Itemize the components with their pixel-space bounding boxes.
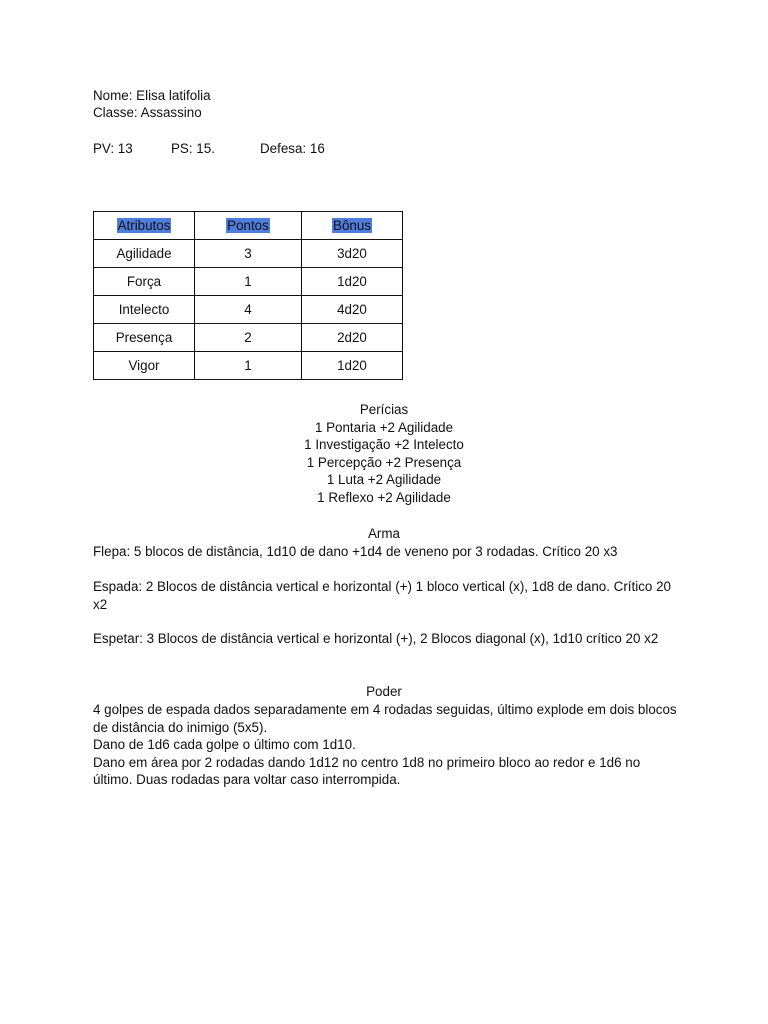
character-name: Nome: Elisa latifolia [93,88,211,103]
cell-points: 2 [195,324,302,352]
list-item: 1 Percepção +2 Presença [306,454,462,470]
header-bonus-label: Bônus [333,218,371,233]
arma-title: Arma [368,526,400,541]
stat-ps: PS: 15. [171,141,215,156]
cell-points: 3 [195,240,302,268]
cell-points: 1 [195,268,302,296]
cell-bonus: 3d20 [302,240,403,268]
cell-attribute: Vigor [94,352,195,380]
table-row [94,240,403,268]
table-header-row [94,212,403,240]
cell-bonus: 2d20 [302,324,403,352]
arma-espada: Espada: 2 Blocos de distância vertical e horizontal (+) 1 bloco vertical (x), 1d8 de dano. Crítico 20 x2 [93,579,671,612]
table-row [94,352,403,380]
header-pontos [195,212,302,240]
table-row [94,268,403,296]
list-item: 1 Investigação +2 Intelecto [304,437,464,453]
poder-title: Poder [366,684,402,699]
table-row [94,324,403,352]
header-atributos-label: Atributos [117,218,171,233]
stats-line [93,140,393,157]
list-item: 1 Pontaria +2 Agilidade [314,419,454,435]
character-class: Classe: Assassino [93,105,202,120]
cell-attribute: Presença [94,324,195,352]
cell-attribute: Intelecto [94,296,195,324]
table-row [94,296,403,324]
poder-paragraph-2: Dano de 1d6 cada golpe o último com 1d10. [93,737,356,753]
attributes-table [93,211,403,380]
cell-attribute: Agilidade [94,240,195,268]
cell-points: 1 [195,352,302,380]
list-item: 1 Reflexo +2 Agilidade [317,489,451,505]
cell-attribute: Força [94,268,195,296]
pericias-title: Perícias [359,402,409,417]
header-pontos-label: Pontos [227,218,269,233]
poder-paragraph-3: Dano em área por 2 rodadas dando 1d12 no centro 1d8 no primeiro bloco ao redor e 1d6 no último. Duas rodadas para voltar caso interrompida. [93,754,641,788]
cell-bonus: 4d20 [302,296,403,324]
poder-paragraph-1: 4 golpes de espada dados separadamente em 4 rodadas seguidas, último explode em dois blocos de distância do inimigo (5x5). [93,702,677,735]
stat-pv: PV: 13 [93,141,133,156]
poder-section [93,701,683,789]
cell-points: 4 [195,296,302,324]
stat-defesa: Defesa: 16 [260,141,325,156]
arma-flepa: Flepa: 5 blocos de distância, 1d10 de dano +1d4 de veneno por 3 rodadas. Crítico 20 x3 [93,544,618,559]
cell-bonus: 1d20 [302,352,403,380]
arma-espetar: Espetar: 3 Blocos de distância vertical e horizontal (+), 2 Blocos diagonal (x), 1d10 crítico 20 x2 [93,631,659,646]
header-atributos [94,212,195,240]
cell-bonus: 1d20 [302,268,403,296]
list-item: 1 Luta +2 Agilidade [326,472,442,488]
pericias-section [93,401,675,507]
header-bonus [302,212,403,240]
